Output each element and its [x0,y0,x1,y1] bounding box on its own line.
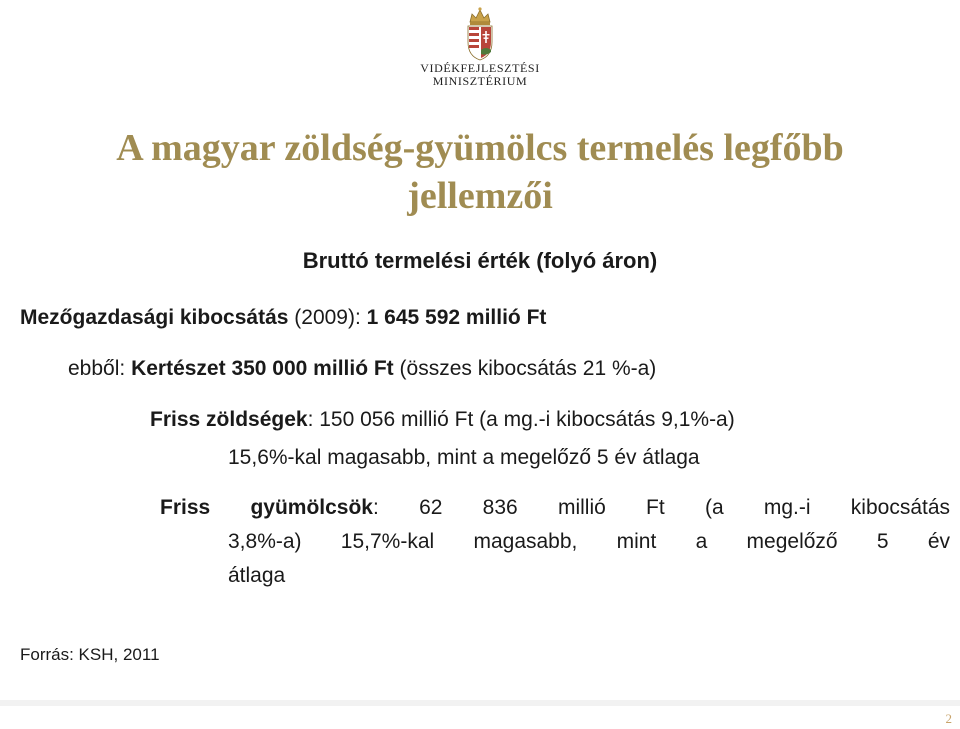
agricultural-output-line [20,306,546,330]
coat-of-arms-icon [462,6,498,62]
vegetables-line [150,408,735,432]
title-line2: jellemzői [407,175,553,217]
fruits-continuation-2: átlaga [228,564,286,587]
agricultural-output-value: 1 645 592 millió Ft [366,306,547,329]
fruits-text: : 62 836 millió Ft (a mg.-i kibocsátás [372,496,951,519]
vegetables-label: Friss zöldségek [150,408,308,431]
slide-title [0,124,960,220]
ministry-name-line2: MINISZTÉRIUM [432,74,528,88]
fruits-line [160,496,950,520]
slide-subtitle: Bruttó termelési érték (folyó áron) [302,248,658,273]
fruits-label: Friss gyümölcsök [160,496,373,519]
ministry-logo [420,6,540,88]
title-line1: A magyar zöldség-gyümölcs termelés legfőbb [116,127,844,169]
horticulture-line [68,357,656,381]
agricultural-output-label: Mezőgazdasági kibocsátás [20,306,289,329]
page-number: 2 [945,711,952,726]
horticulture-suffix: (összes kibocsátás 21 %-a) [393,357,657,380]
ministry-name-line1: VIDÉKFEJLESZTÉSI [420,61,540,75]
vegetables-text: : 150 056 millió Ft (a mg.-i kibocsátás 9,1%-a) [307,408,735,431]
horticulture-label: Kertészet 350 000 millió Ft [131,357,394,380]
footer-bar [0,700,960,706]
agricultural-output-year: (2009): [288,306,367,329]
horticulture-prefix: ebből: [68,357,132,380]
vegetables-continuation: 15,6%-kal magasabb, mint a megelőző 5 év átlaga [228,446,700,469]
fruits-continuation-1: 3,8%-a) 15,7%-kal magasabb, mint a megelőző 5 év [228,530,950,553]
source-note: Forrás: KSH, 2011 [20,645,160,664]
